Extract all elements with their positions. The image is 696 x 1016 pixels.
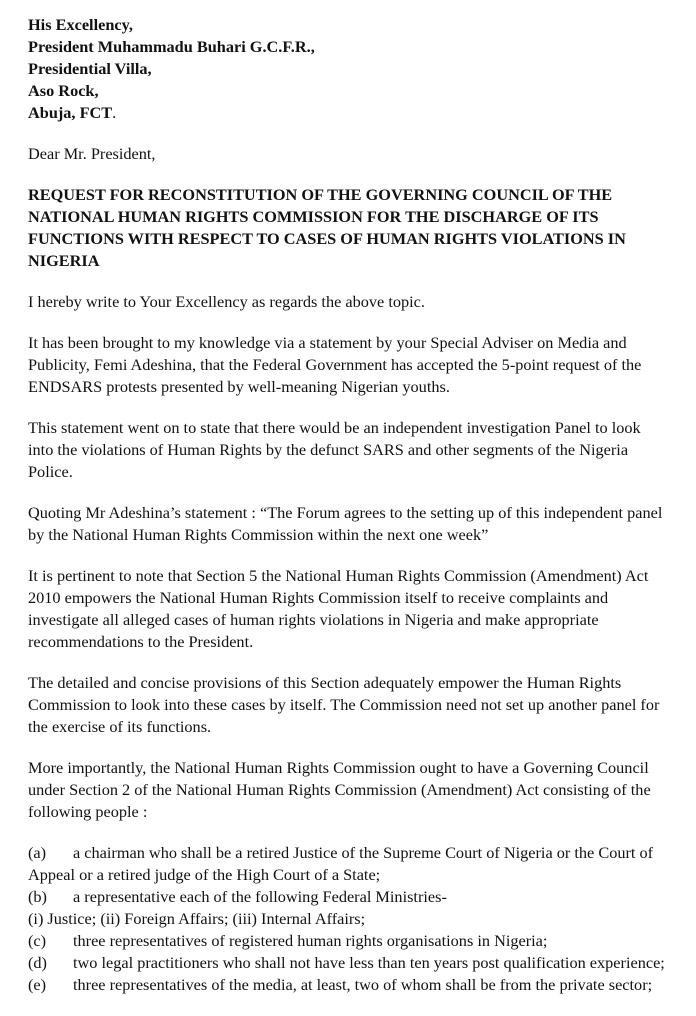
council-composition-list xyxy=(28,842,668,996)
list-item-text: three representatives of registered human rights organisations in Nigeria; xyxy=(73,931,548,950)
list-item-label: (c) xyxy=(28,931,47,950)
paragraph-governing-council: More importantly, the National Human Rights Commission ought to have a Governing Council under Section 2 of the National Human Rights Commission (Amendment) Act consisting of the following people : xyxy=(28,758,651,821)
list-item-text: three representatives of the media, at least, two of whom shall be from the private sector; xyxy=(73,975,653,994)
paragraph-investigation-panel: This statement went on to state that there would be an independent investigation Panel to look into the violations of Human Rights by the defunct SARS and other segments of the Nigeria Police. xyxy=(28,418,641,481)
paragraph-statement-knowledge: It has been brought to my knowledge via a statement by your Special Adviser on Media and Publicity, Femi Adeshina, that the Federal Government has accepted the 5-point request of the ENDSARS protests presented by well-meaning Nigerian youths. xyxy=(28,333,642,396)
list-item-e xyxy=(28,974,668,996)
list-item-text: (i) Justice; (ii) Foreign Affairs; (iii) Internal Affairs; xyxy=(28,909,366,928)
address-line: Presidential Villa, xyxy=(28,59,152,78)
list-item-text: a representative each of the following Federal Ministries- xyxy=(73,887,447,906)
address-city-bold: Abuja, FCT xyxy=(28,103,113,122)
paragraph-quote: Quoting Mr Adeshina’s statement : “The Forum agrees to the setting up of this independent panel by the National Human Rights Commission within the next one week” xyxy=(28,503,663,544)
address-line-city xyxy=(28,102,668,124)
salutation: Dear Mr. President, xyxy=(28,144,156,163)
paragraph-provisions: The detailed and concise provisions of this Section adequately empower the Human Rights Commission to look into these cases by itself. The Commission need not set up another panel for the exercise of its functions. xyxy=(28,673,660,736)
list-item-label: (b) xyxy=(28,887,47,906)
list-item-a xyxy=(28,842,668,886)
recipient-address-block xyxy=(28,14,668,124)
address-line: Aso Rock, xyxy=(28,81,99,100)
list-item-text: two legal practitioners who shall not have less than ten years post qualification experience; xyxy=(73,953,665,972)
subject-heading: REQUEST FOR RECONSTITUTION OF THE GOVERNING COUNCIL OF THE NATIONAL HUMAN RIGHTS COMMISSION FOR THE DISCHARGE OF ITS FUNCTIONS WITH RESPECT TO CASES OF HUMAN RIGHTS VIOLATIONS IN NIGERIA xyxy=(28,185,626,270)
list-item-d xyxy=(28,952,668,974)
address-line: President Muhammadu Buhari G.C.F.R., xyxy=(28,37,315,56)
list-item-c xyxy=(28,930,668,952)
list-item-b xyxy=(28,886,668,908)
address-line: His Excellency, xyxy=(28,15,133,34)
list-item-label: (d) xyxy=(28,953,47,972)
paragraph-intro: I hereby write to Your Excellency as regards the above topic. xyxy=(28,292,425,311)
list-item-text: a chairman who shall be a retired Justice of the Supreme Court of Nigeria or the Court of Appeal or a retired judge of the High Court of a State; xyxy=(28,843,654,884)
list-item-ministries xyxy=(28,908,668,930)
address-city-period: . xyxy=(112,103,117,122)
paragraph-section5: It is pertinent to note that Section 5 the National Human Rights Commission (Amendment) Act 2010 empowers the National Human Rights Commission itself to receive complaints and investigate all alleged cases of human rights violations in Nigeria and make appropriate recommendations to the President. xyxy=(28,566,649,651)
list-item-label: (a) xyxy=(28,843,47,862)
list-item-label: (e) xyxy=(28,975,47,994)
